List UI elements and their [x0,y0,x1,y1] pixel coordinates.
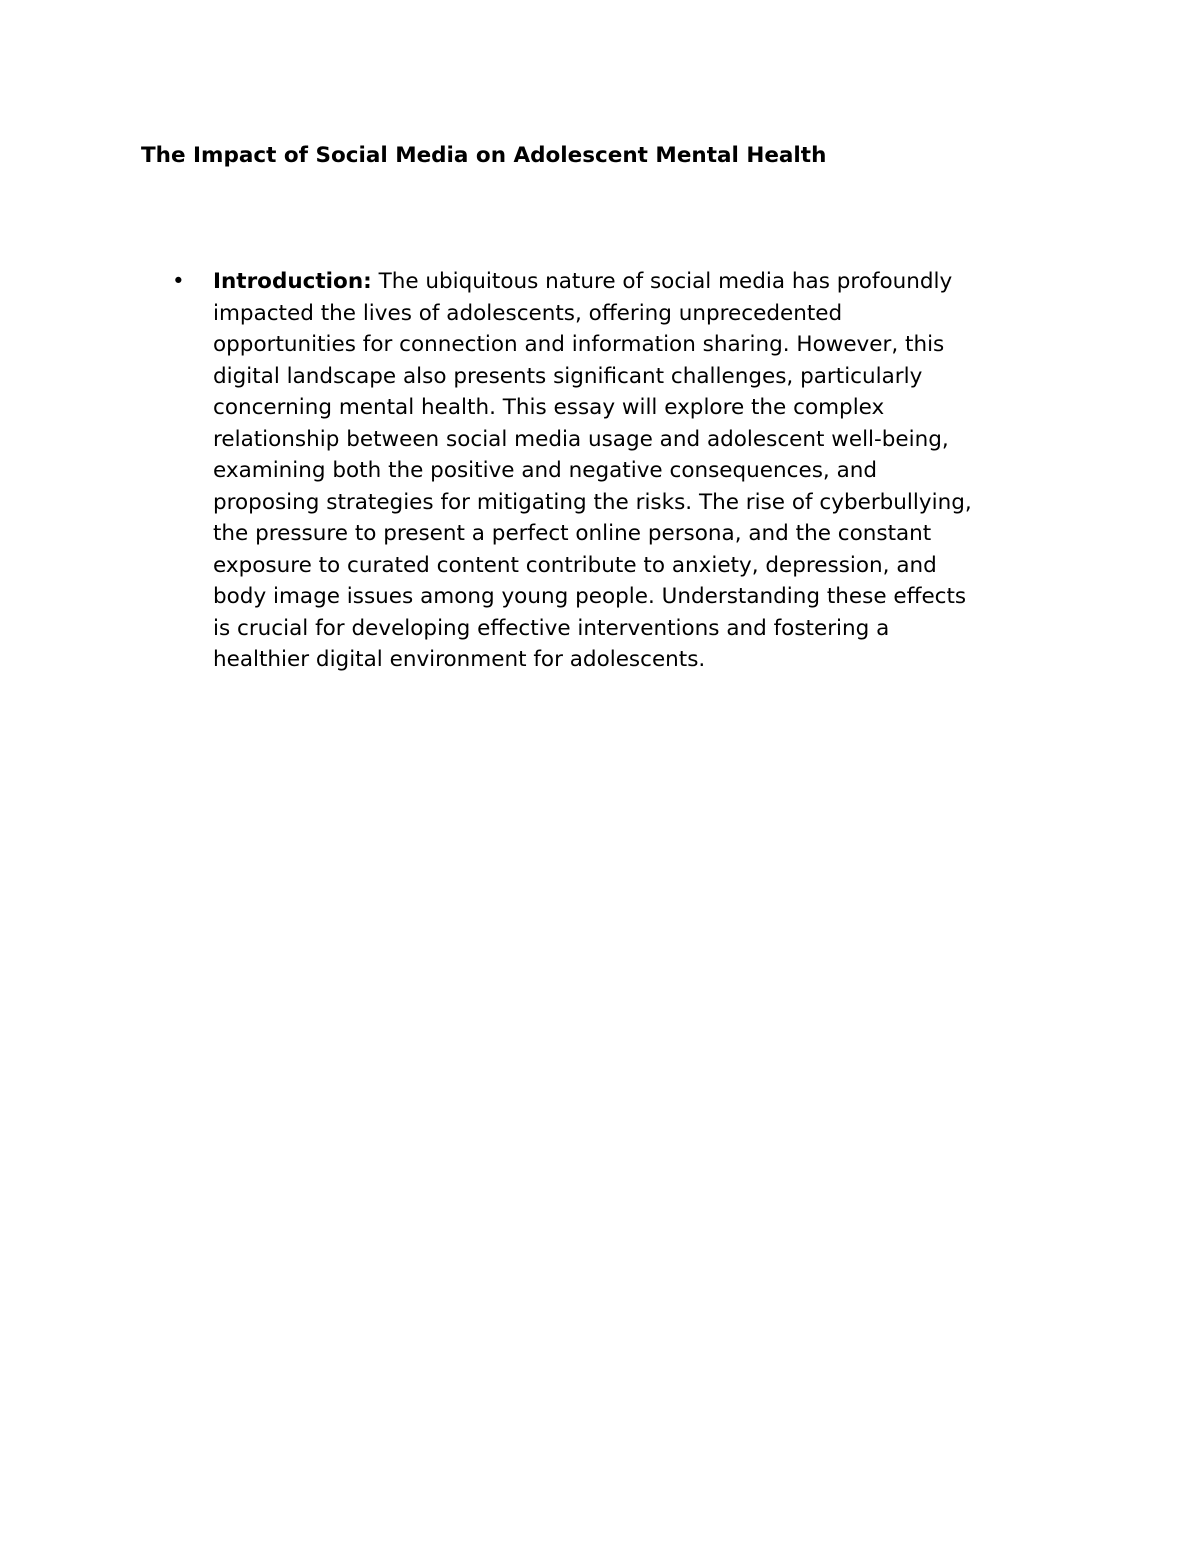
paragraph-line: exposure to curated content contribute to anxiety, depression, and [213,552,937,578]
section-label: Introduction: [213,269,372,294]
paragraph-line [213,266,1042,298]
paragraph-line: impacted the lives of adolescents, offering unprecedented [213,300,843,326]
paragraph-line: digital landscape also presents significant challenges, particularly [213,363,923,389]
document-title: The Impact of Social Media on Adolescent Mental Health [141,143,827,168]
paragraph-line: is crucial for developing effective interventions and fostering a [213,615,890,641]
paragraph-line: proposing strategies for mitigating the risks. The rise of cyberbullying, [213,489,972,515]
paragraph-line: examining both the positive and negative consequences, and [213,458,878,483]
paragraph-line: the pressure to present a perfect online persona, and the constant [213,521,932,546]
paragraph-line: opportunities for connection and information sharing. However, this [213,332,945,357]
paragraph-line: concerning mental health. This essay will explore the complex [213,395,885,420]
introduction-paragraph [213,266,1042,676]
bullet-icon: • [172,269,185,294]
paragraph-text: The ubiquitous nature of social media has profoundly [371,269,953,294]
list-item-introduction [172,266,1042,676]
paragraph-line: healthier digital environment for adolescents. [213,647,706,672]
paragraph-line: relationship between social media usage and adolescent well-being, [213,426,949,452]
bullet-list [172,266,1042,676]
paragraph-line: body image issues among young people. Understanding these effects [213,584,967,609]
